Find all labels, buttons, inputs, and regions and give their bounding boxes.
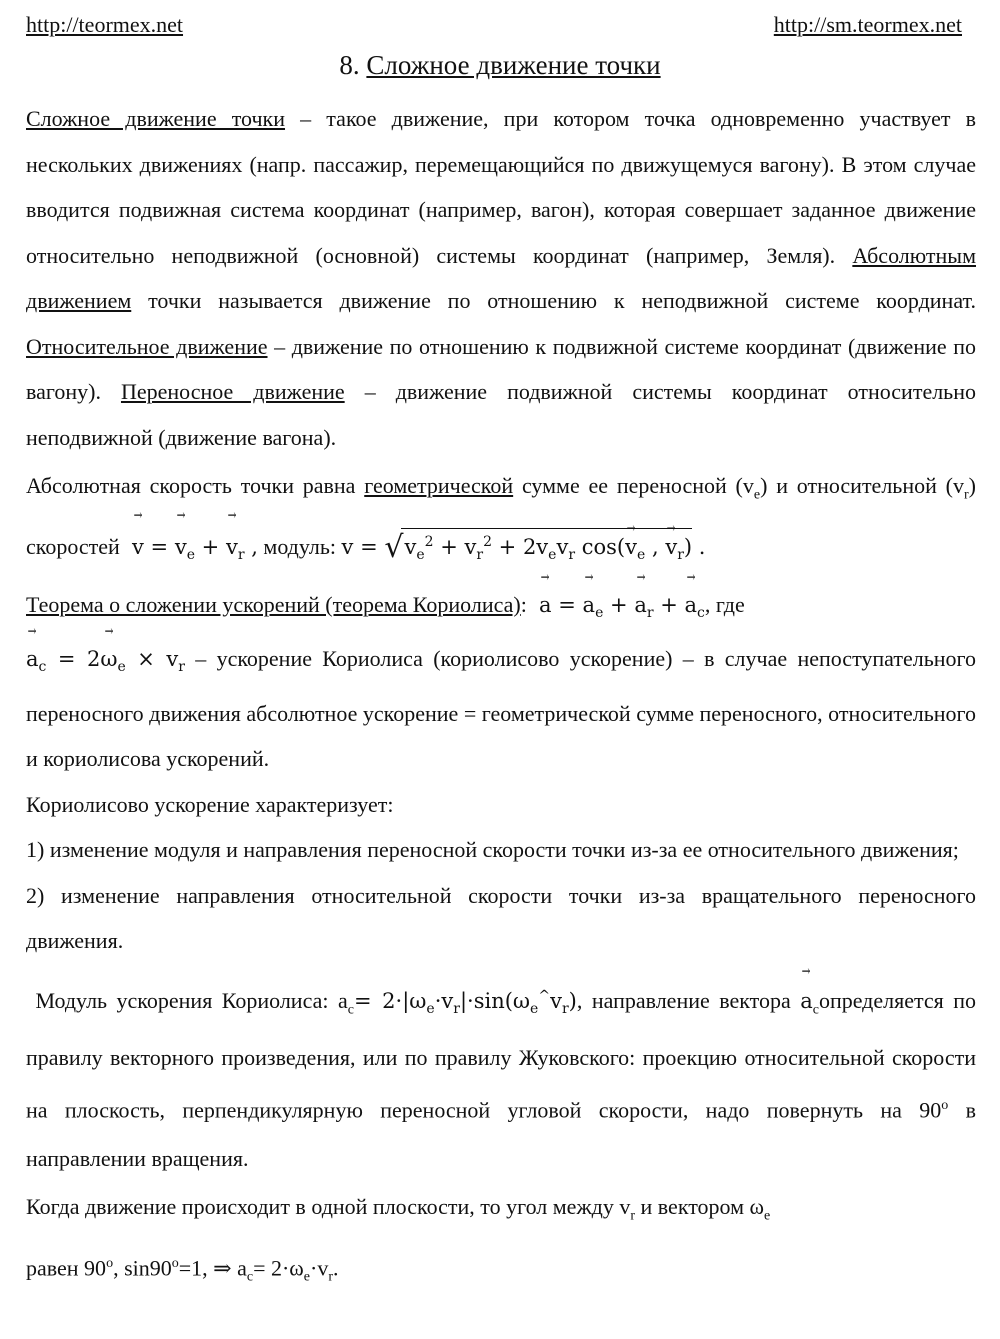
definitions-text-3: – движение по отношению к подвижной системе координат (движение по вагону). (26, 333, 977, 404)
term-transport-motion: Переносное движение (120, 379, 345, 404)
planar-text-2: и вектором ω (635, 1193, 765, 1219)
characterizes-item-2: 2) изменение направления относительной скорости точки из-за вращательного переносного движения. (26, 882, 976, 954)
definitions-text-4: – движение подвижной системы координат относительно неподвижной (движение вагона). (26, 379, 976, 450)
definitions-text-2: точки называется движение по отношению к неподвижной системе координат. (131, 288, 976, 313)
title-text: Сложное движение точки (366, 50, 661, 80)
planar-text-4: , sin90 (113, 1255, 172, 1281)
planar-text-7: ·v (310, 1255, 329, 1281)
modulus-label: модуль: (263, 534, 337, 560)
term-relative-motion: Относительное движение (26, 333, 268, 359)
coriolis-modulus-text-3: определяется по правилу векторного произведения, или по правилу Жуковского: проекцию относительной скорости на плоскость, перпендикулярную переносной угловой скорости, надо повернуть на 90 (26, 987, 977, 1123)
coriolis-vector-symbol: → a (800, 977, 813, 1025)
velocity-modulus-formula: $v = √v_e^2 + v_r^2 + 2v_ev_r$ $\cos(\to v_e$ , → $v_r$) . (342, 535, 706, 559)
paragraph-planar-case: Когда движение происходит в одной плоскости, то угол между $v_r$ и вектором $\omega_e$ равен 90$^o$, $\sin 90^o=1$, ⇒ $a_c= 2\cdot\omega_e\cdot v_r$. (26, 1193, 771, 1285)
coriolis-text: – ускорение Кориолиса (кориолисово ускорение) – в случае непоступательного переносного движения абсолютное ускорение = геометрической сумме переносного, относительного и кориолисова ускорений. (26, 646, 976, 772)
paragraph-characterizes (26, 782, 976, 964)
acceleration-sum-formula: → a = → $a_e$ + → $a_r$ + → $a_c$ (532, 593, 705, 617)
coriolis-modulus-text-2: , направление вектора (576, 987, 801, 1013)
velocity-sub-e: e (753, 487, 761, 503)
coriolis-modulus-formula: = $2\cdot|\omega_e\cdot v_r|\cdot\sin(\omega_e^{\^{}}v_r)$ (353, 987, 577, 1018)
document-body (26, 96, 976, 1302)
velocity-text-1: Абсолютная скорость точки равна (26, 473, 365, 498)
planar-end: . (333, 1255, 339, 1281)
term-geometric: геометрической (364, 473, 514, 498)
velocity-sum-formula: → v = → $v_e$ + → $v_r$ , (125, 535, 258, 559)
planar-text-6: = 2·ω (253, 1255, 304, 1281)
coriolis-modulus-text-4: в направлении вращения. (26, 1097, 976, 1171)
coriolis-colon: : (520, 591, 527, 617)
term-coriolis-theorem: Теорема о сложении ускорений (теорема Кориолиса) (26, 591, 521, 617)
planar-text-1: Когда движение происходит в одной плоскости, то угол между v (26, 1193, 631, 1219)
title-number: 8. (339, 50, 360, 80)
coriolis-acceleration-formula: → $a_c = 2\to \omega_e \times v_r$ (26, 647, 185, 671)
velocity-text-3: ) и относительной (v (760, 473, 964, 498)
degree-symbol: o (941, 1098, 949, 1114)
velocity-sub-r: r (964, 487, 969, 503)
planar-text-3: равен 90 (26, 1255, 107, 1281)
page-title (0, 50, 1000, 81)
coriolis-where: , где (704, 591, 745, 617)
paragraph-coriolis-modulus: Модуль ускорения Кориолиса: $a_c= 2\cdot|\omega_e\cdot v_r|\cdot\sin(\omega_e^{\^{}}v_r)$, направление вектора → $a_cопределяется$ по правилу векторного произведения, или по правилу Жуковского: проекцию относительной скорости на плоскость, перпендикулярную переносной угловой скорости, надо повернуть на 90$^o$ в направлении вращения. (26, 972, 976, 1183)
planar-text-5: =1, ⇒ a (178, 1255, 247, 1281)
term-complex-motion: Сложное движение точки (26, 106, 286, 131)
coriolis-modulus-text-1: Модуль ускорения Кориолиса: a (35, 987, 348, 1013)
term-absolute-motion: Абсолютным движением (26, 242, 976, 313)
definitions-text-1: – такое движение, при котором точка одновременно участвует в нескольких движениях (напр. пассажир, перемещающийся по движущемуся вагону). В этом случае вводится подвижная система координат (например, вагон), которая совершает заданное движение относительно неподвижной (основной) системы координат (например, Земля). (26, 106, 976, 268)
velocity-text-2: сумме ее переносной (v (513, 473, 754, 498)
header-link-teormex[interactable]: http://teormex.net (26, 12, 184, 37)
characterizes-intro: Кориолисово ускорение характеризует: (26, 791, 394, 817)
velocity-text-4: ) скоростей (26, 473, 976, 560)
paragraph-definitions (26, 96, 976, 460)
paragraph-coriolis-theorem (26, 582, 976, 782)
paragraph-velocity (26, 460, 976, 582)
characterizes-item-1: 1) изменение модуля и направления переносной скорости точки из-за ее относительного движения; (26, 837, 959, 863)
header-link-sm-teormex[interactable]: http://sm.teormex.net (773, 12, 962, 37)
